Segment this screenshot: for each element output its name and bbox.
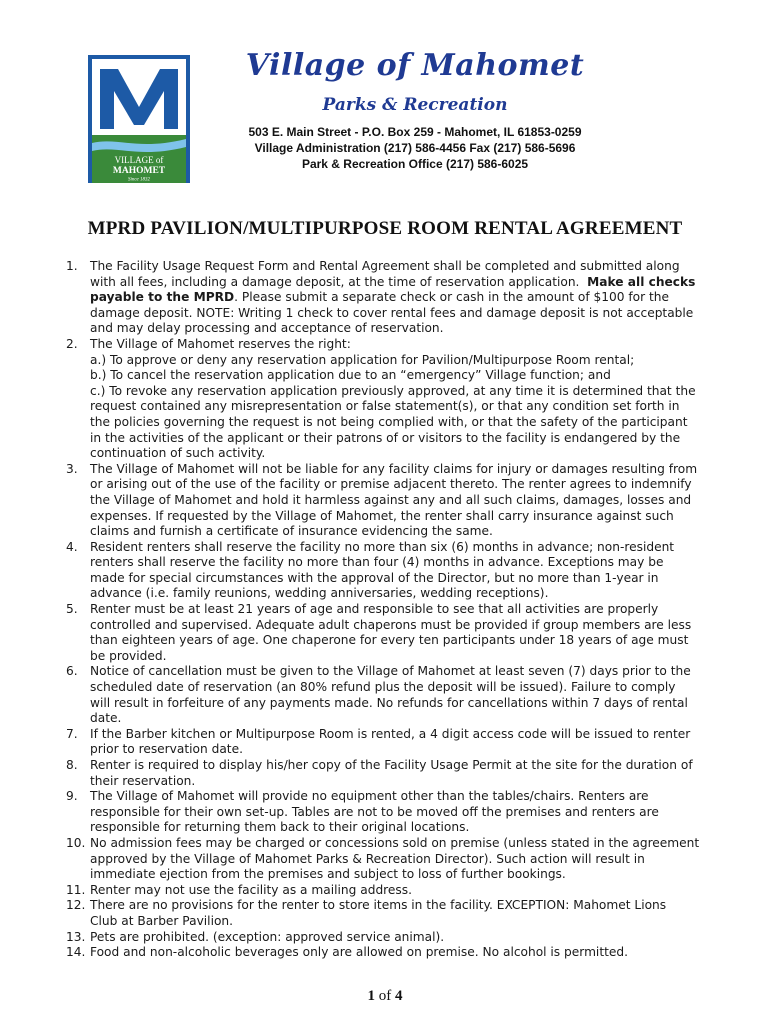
term-item: [66, 602, 730, 664]
term-line: prior to reservation date.: [90, 742, 243, 757]
term-number: 8.: [66, 758, 78, 772]
term-line: in the activities of the applicant or their patrons of or visitors to the facility is endangered by the: [90, 430, 681, 445]
letterhead: [200, 48, 630, 172]
term-line: Renter must be at least 21 years of age and responsible to see that all activities are properly: [90, 602, 659, 617]
term-item: [66, 664, 730, 726]
term-line: approved by the Village of Mahomet Parks & Recreation Director). Such action will result in: [90, 851, 645, 866]
term-item: [66, 540, 730, 602]
term-number: 4.: [66, 539, 78, 554]
office-line: Park & Recreation Office (217) 586-6025: [301, 157, 529, 171]
bold-text: payable to the MPRD: [90, 290, 235, 305]
term-line: made for special circumstances with the approval of the Director, but no more than 1-year in: [90, 570, 659, 585]
page-total: 4: [395, 988, 403, 1004]
term-line: Renter may not use the facility as a mailing address.: [90, 882, 412, 897]
term-number: 1.: [66, 259, 78, 273]
term-line: The Village of Mahomet reserves the right:: [90, 336, 351, 351]
term-line: and may delay processing and acceptance of reservation.: [90, 321, 444, 336]
term-line: c.) To revoke any reservation application previously approved, at any time it is determined that the: [90, 383, 696, 398]
term-line: payable to the MPRD. Please submit a separate check or cash in the amount of $100 for the: [90, 290, 670, 305]
term-line: scheduled date of reservation (an 80% refund plus the deposit will be issued). Failure to comply: [90, 680, 676, 695]
term-number: 7.: [66, 726, 78, 741]
term-line: immediate ejection from the premises and subject to loss of further bookings.: [90, 867, 566, 882]
phone-line: Village Administration (217) 586-4456 Fax (217) 586-5696: [254, 141, 576, 155]
term-line: with all fees, including a damage deposit, at the time of reservation application. Make all checks: [90, 274, 696, 289]
term-item: [66, 836, 730, 883]
address-line: 503 E. Main Street - P.O. Box 259 - Mahomet, IL 61853-0259: [248, 125, 582, 139]
term-number: 13.: [66, 929, 86, 944]
term-line: renters shall reserve the facility no more than four (4) months in advance. Exceptions may be: [90, 555, 664, 570]
term-number: 5.: [66, 602, 78, 617]
logo-since: Since 1832: [127, 177, 151, 183]
term-item: [66, 789, 730, 836]
term-line: If the Barber kitchen or Multipurpose Room is rented, a 4 digit access code will be issued to renter: [90, 726, 691, 741]
address-block: [200, 124, 630, 172]
term-line: Resident renters shall reserve the facility no more than six (6) months in advance; non-resident: [90, 539, 675, 554]
term-line: a.) To approve or deny any reservation application for Pavilion/Multipurpose Room rental;: [90, 352, 635, 367]
term-line: Notice of cancellation must be given to the Village of Mahomet at least seven (7) days prior to the: [90, 664, 691, 679]
term-line: There are no provisions for the renter to store items in the facility. EXCEPTION: Mahomet Lions: [90, 898, 667, 913]
term-line: Pets are prohibited. (exception: approved service animal).: [90, 929, 445, 944]
term-item: [66, 945, 730, 961]
term-item: [66, 337, 730, 462]
term-number: 3.: [66, 461, 78, 476]
term-line: Club at Barber Pavilion.: [90, 913, 234, 928]
term-line: advance (i.e. family reunions, wedding anniversaries, wedding receptions).: [90, 586, 549, 601]
term-line: b.) To cancel the reservation application due to an “emergency” Village function; and: [90, 368, 611, 383]
page-number: [0, 988, 770, 1005]
term-item: [66, 930, 730, 946]
term-line: or arising out of the use of the facility or premise adjacent thereto. The renter agrees to indemnify: [90, 477, 692, 492]
logo-text-top: VILLAGE of: [114, 155, 164, 165]
term-number: 2.: [66, 336, 78, 351]
term-line: The Facility Usage Request Form and Rental Agreement shall be completed and submitted along: [90, 259, 680, 273]
term-line: request contained any misrepresentation or false statement(s), or that any condition set forth in: [90, 399, 680, 414]
term-line: continuation of such activity.: [90, 446, 266, 461]
term-line: claims and furnish a certificate of insurance evidencing the same.: [90, 524, 493, 539]
term-line: Food and non-alcoholic beverages only are allowed on premise. No alcohol is permitted.: [90, 945, 628, 960]
term-line: their reservation.: [90, 773, 196, 788]
page-of: of: [378, 988, 392, 1004]
term-item: [66, 727, 730, 758]
term-line: No admission fees may be charged or concessions sold on premise (unless stated in the agreement: [90, 835, 700, 850]
term-line: The Village of Mahomet will not be liable for any facility claims for injury or damages resulting from: [90, 461, 698, 476]
term-number: 9.: [66, 789, 78, 804]
term-line: the policies governing the request is not being complied with, or that the safety of the participant: [90, 414, 688, 429]
terms-list: [66, 259, 730, 961]
bold-text: Make all checks: [587, 274, 696, 289]
term-number: 10.: [66, 835, 86, 850]
village-title: Village of Mahomet: [245, 48, 585, 83]
term-line: be provided.: [90, 648, 167, 663]
term-line: expenses. If requested by the Village of Mahomet, the renter shall carry insurance against such: [90, 508, 674, 523]
logo-text-main: MAHOMET: [112, 166, 166, 176]
term-line: The Village of Mahomet will provide no equipment other than the tables/chairs. Renters are: [90, 789, 649, 804]
term-line: the Village of Mahomet and hold it harmless against any and all such claims, damages, losses and: [90, 492, 692, 507]
term-line: Renter is required to display his/her copy of the Facility Usage Permit at the site for the duration of: [90, 758, 693, 772]
term-item: [66, 259, 730, 337]
term-line: than eighteen years of age. One chaperone for every ten participants under 18 years of age must: [90, 633, 689, 648]
document-title: MPRD PAVILION/MULTIPURPOSE ROOM RENTAL AGREEMENT: [87, 218, 683, 239]
term-line: will result in forfeiture of any payments made. No refunds for cancellations within 7 days of rental: [90, 695, 688, 710]
term-number: 6.: [66, 664, 78, 679]
department-subtitle: Parks & Recreation: [322, 95, 508, 115]
page-current: 1: [367, 988, 375, 1004]
term-number: 11.: [66, 882, 86, 897]
term-number: 14.: [66, 945, 86, 960]
term-item: [66, 462, 730, 540]
term-line: controlled and supervised. Adequate adult chaperons must be provided if group members are less: [90, 617, 692, 632]
term-item: [66, 758, 730, 789]
term-number: 12.: [66, 898, 86, 913]
term-item: [66, 883, 730, 899]
term-line: responsible for their own set-up. Tables are not to be moved off the premises and renters are: [90, 804, 659, 819]
village-logo: [88, 55, 190, 183]
term-line: responsible for returning them back to their original locations.: [90, 820, 470, 835]
term-item: [66, 898, 730, 929]
term-line: date.: [90, 711, 122, 726]
term-line: damage deposit. NOTE: Writing 1 check to cover rental fees and damage deposit is not acceptable: [90, 305, 694, 320]
